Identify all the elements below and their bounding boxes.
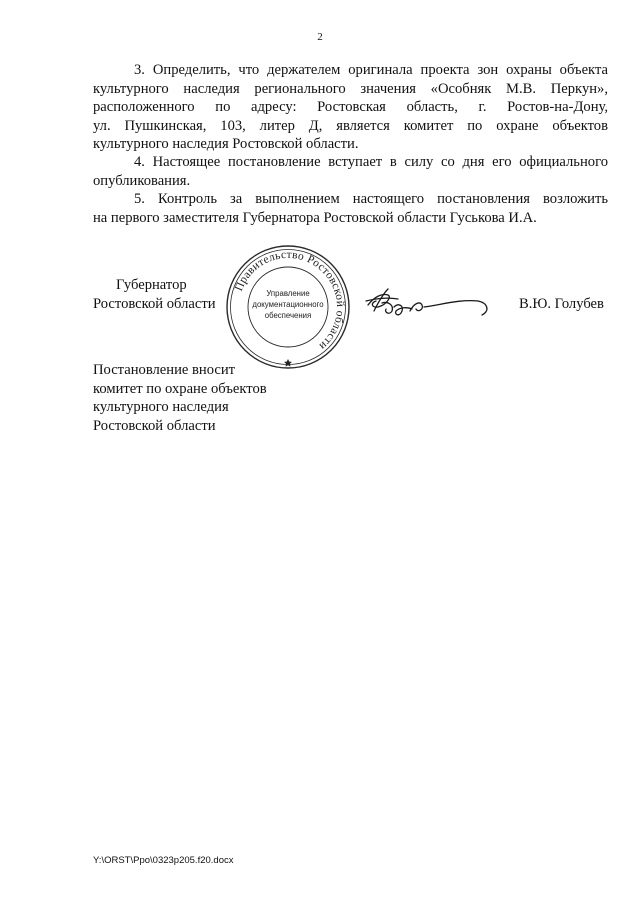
signatory-title [93,276,216,313]
submitted-by-line: комитет по охране объектов [93,380,267,397]
paragraph-line: опубликования. [93,172,191,189]
official-seal [225,244,351,370]
file-path-footer: Y:\ORST\Ppo\0323p205.f20.docx [93,855,234,866]
seal-outer-text: Правительство Ростовской области [232,248,347,353]
signatory-title-line: Ростовской области [93,295,216,312]
seal-inner-text: документационного [252,300,324,309]
submitted-by-block [93,361,267,435]
paragraph-line: 3. Определить, что держателем оригинала проекта зон охраны объекта [134,62,608,78]
submitted-by-line: Постановление вносит [93,362,236,378]
seal-inner-text: Управление [266,289,310,298]
seal-inner-text: обеспечения [264,311,312,320]
submitted-by-line: Ростовской области [93,417,216,434]
signatory-name: В.Ю. Голубев [519,296,604,312]
paragraph-line: на первого заместителя Губернатора Ростовской области Гуськова И.А. [93,209,537,226]
paragraph-3 [93,61,608,154]
paragraph-line: ул. Пушкинская, 103, литер Д, является комитет по охране объектов [93,117,608,134]
paragraph-5 [93,190,608,227]
paragraph-line: расположенного по адресу: Ростовская область, г. Ростов-на-Дону, [93,99,608,115]
paragraph-line: культурного наследия регионального значения «Особняк М.В. Перкун», [93,80,608,97]
page-number: 2 [317,31,323,43]
paragraph-line: культурного наследия Ростовской области. [93,136,359,152]
handwritten-signature [364,281,494,331]
seal-star-icon [284,359,292,367]
submitted-by-line: культурного наследия [93,399,229,415]
paragraph-line: 4. Настоящее постановление вступает в силу со дня его официального [134,154,608,170]
paragraph-line: 5. Контроль за выполнением настоящего постановления возложить [134,191,608,207]
signatory-title-line: Губернатор [116,277,187,293]
paragraph-4 [93,153,608,190]
